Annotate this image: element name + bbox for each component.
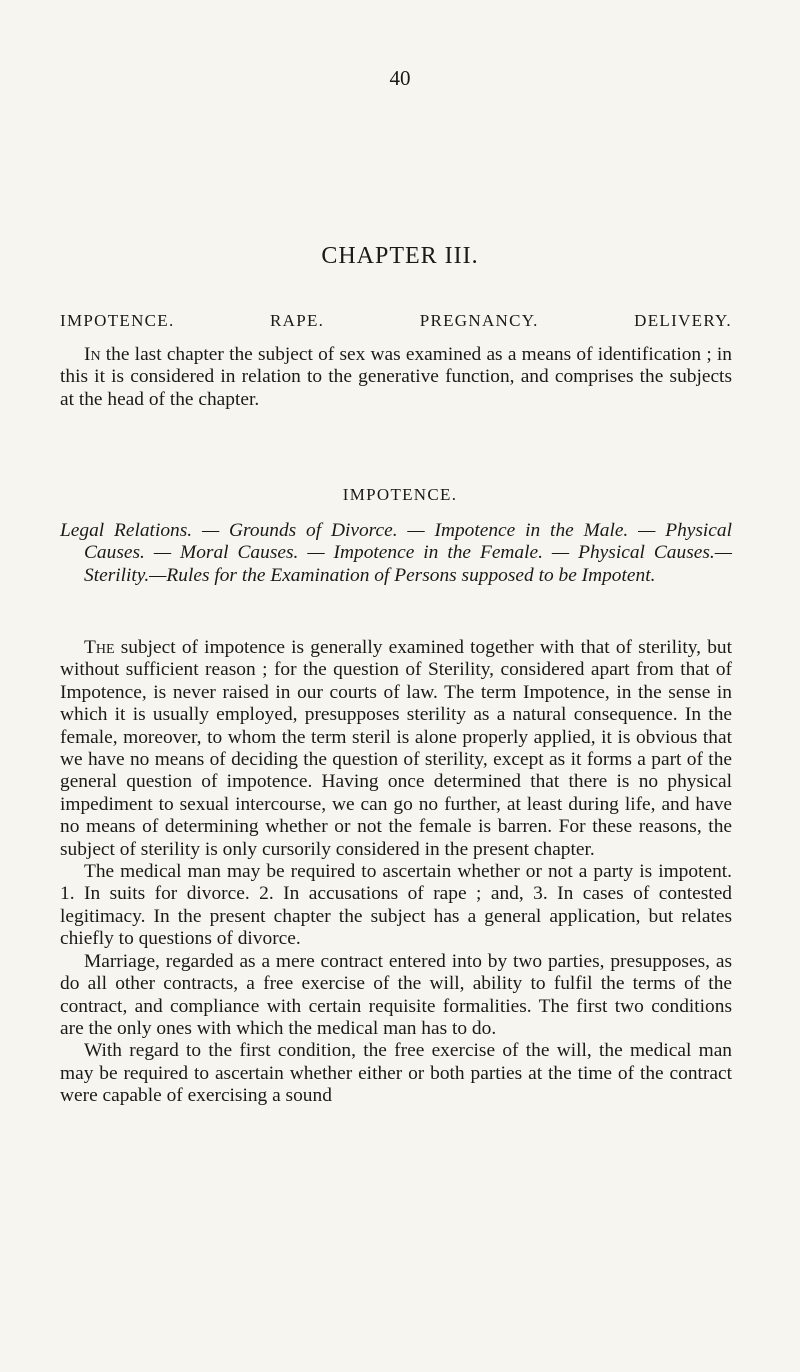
subject-pregnancy: PREGNANCY. <box>419 311 539 330</box>
paragraph-3 <box>60 951 732 1041</box>
paragraph-1-lead: The <box>84 637 115 658</box>
subject-delivery: DELIVERY. <box>634 311 732 330</box>
subject-impotence: IMPOTENCE. <box>60 311 175 330</box>
chapter-subjects <box>60 311 732 331</box>
page-number: 40 <box>389 66 411 90</box>
paragraph-2 <box>60 861 732 951</box>
intro-lead: In <box>84 344 101 365</box>
subject-rape: RAPE. <box>270 311 325 330</box>
paragraph-2-text: The medical man may be required to ascertain whether or not a party is impotent. 1. In suits for divorce. 2. In accusations of rape ; and, 3. In cases of contested legitimacy. In the present chapter the subject has a general application, but relates chiefly to questions of divorce. <box>60 861 732 950</box>
body-text <box>60 637 732 1108</box>
paragraph-4 <box>60 1040 732 1107</box>
paragraph-4-text: With regard to the first condition, the free exercise of the will, the medical man may be required to ascertain whether either or both parties at the time of the contract were capable of exercising a sound <box>60 1040 732 1107</box>
chapter-title: CHAPTER III. <box>321 243 479 269</box>
intro-text: the last chapter the subject of sex was examined as a means of identification ; in this it is considered in relation to the generative function, and comprises the subjects at the head of the chapter. <box>60 344 732 410</box>
paragraph-1-text: subject of impotence is generally examined together with that of sterility, but without sufficient reason ; for the question of Sterility, considered apart from that of Impotence, is never raised in our courts of law. The term Impotence, in the sense in which it is usually employed, presupposes sterility as a natural consequence. In the female, moreover, to whom the term steril is alone properly applied, it is obvious that we have no means of deciding the question of sterility, except as it forms a part of the general question of impotence. Having once determined that there is no physical impediment to sexual intercourse, we can go no further, at least during life, and have no means of determining whether or not the female is barren. For these reasons, the subject of sterility is only cursorily considered in the present chapter. <box>60 637 732 860</box>
section-synopsis: Legal Relations. — Grounds of Divorce. — Impotence in the Male. — Physical Causes. — Moral Causes. — Impotence in the Female. — Physical Causes.—Sterility.—Rules for the Examination of Persons supposed to be Impotent. <box>60 520 732 586</box>
paragraph-1 <box>60 637 732 861</box>
intro-paragraph <box>60 344 732 411</box>
paragraph-3-text: Marriage, regarded as a mere contract entered into by two parties, presupposes, as do all other contracts, a free exercise of the will, ability to fulfil the terms of the contract, and compliance with certain requisite formalities. The first two conditions are the only ones with which the medical man has to do. <box>60 950 732 1039</box>
section-heading: IMPOTENCE. <box>342 485 458 504</box>
